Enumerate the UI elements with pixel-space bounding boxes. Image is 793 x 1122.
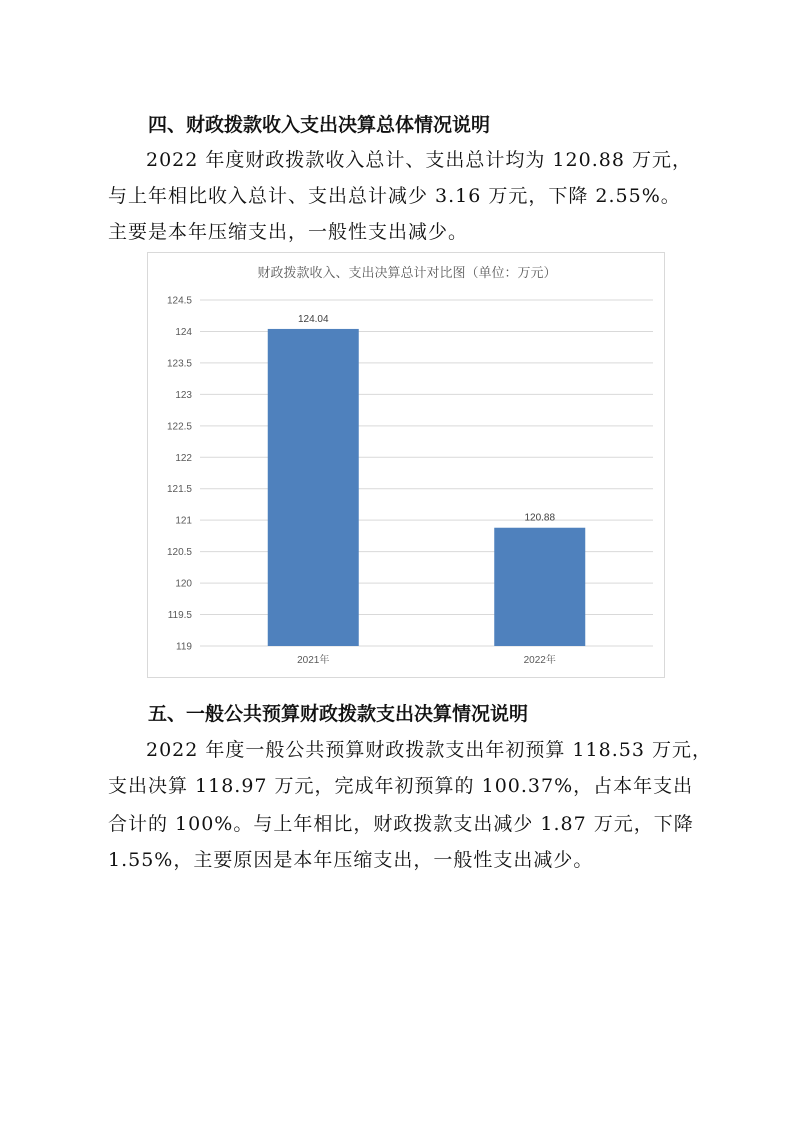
y-tick-label: 124: [175, 326, 192, 338]
y-tick-label: 122.5: [166, 421, 192, 433]
y-tick-label: 121.5: [166, 484, 192, 496]
data-label-1: 124.04: [297, 313, 329, 325]
x-category-label: 2021年: [297, 655, 330, 666]
x-category-label: 2022年: [523, 655, 556, 666]
y-tick-label: 124.5: [166, 295, 192, 307]
chart-x-axis: [297, 653, 556, 666]
chart-y-axis: [167, 296, 192, 653]
bar-1: [268, 329, 359, 646]
y-tick-label: 123: [175, 389, 192, 401]
section-4-heading: 四、财政拨款收入支出决算总体情况说明: [148, 114, 491, 136]
section-4-line-1: 2022 年度财政拨款收入总计、支出总计均为 120.88 万元，: [146, 149, 692, 171]
section-4-line-3: 主要是本年压缩支出，一般性支出减少。: [108, 221, 469, 243]
chart-title: 财政拨款收入、支出决算总计对比图（单位：万元）: [257, 266, 557, 281]
section-5-heading: 五、一般公共预算财政拨款支出决算情况说明: [148, 703, 529, 725]
y-tick-label: 121: [175, 515, 192, 527]
y-tick-label: 120: [175, 578, 192, 590]
chart-bars: [268, 329, 586, 646]
chart-svg: [148, 253, 666, 679]
section-5-line-2: 支出决算 118.97 万元，完成年初预算的 100.37%，占本年支出: [108, 775, 694, 797]
section-5-line-3: 合计的 100%。与上年相比，财政拨款支出减少 1.87 万元，下降: [108, 813, 694, 835]
section-5-line-4: 1.55%，主要原因是本年压缩支出，一般性支出减少。: [108, 849, 594, 871]
y-tick-label: 122: [175, 452, 192, 464]
section-5-line-1: 2022 年度一般公共预算财政拨款支出年初预算 118.53 万元，: [146, 739, 712, 761]
y-tick-label: 120.5: [166, 547, 192, 559]
y-tick-label: 123.5: [166, 358, 192, 370]
bar-2: [494, 528, 585, 646]
y-tick-label: 119: [176, 641, 192, 653]
section-4-line-2: 与上年相比收入总计、支出总计减少 3.16 万元，下降 2.55%。: [108, 185, 681, 207]
revenue-expenditure-chart: [147, 252, 665, 678]
data-label-2: 120.88: [524, 512, 556, 524]
y-tick-label: 119.5: [167, 610, 192, 622]
